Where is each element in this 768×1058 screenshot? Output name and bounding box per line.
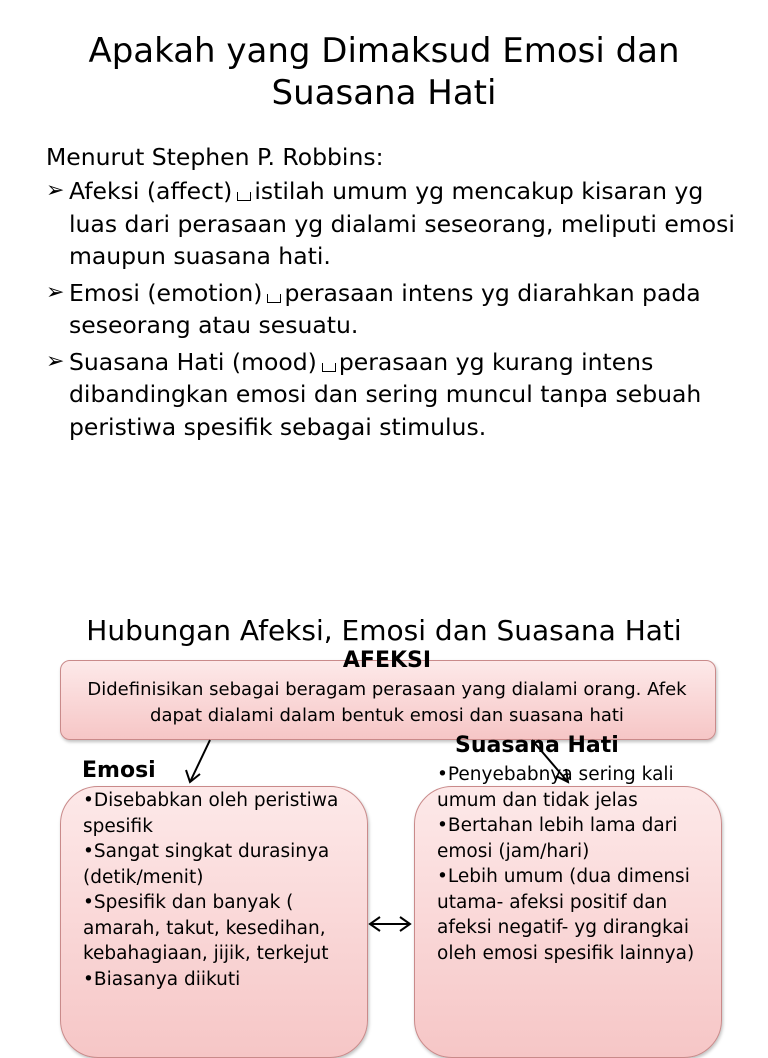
suasana-hati-points xyxy=(437,762,717,966)
emosi-points xyxy=(83,788,365,992)
list-item: •Bertahan lebih lama dari emosi (jam/hari) xyxy=(437,815,678,862)
definition-text: perasaan intens yg diarahkan pada seseorang atau sesuatu. xyxy=(69,278,701,339)
definition-text: perasaan yg kurang intens dibandingkan emosi dan sering muncul tanpa sebuah peristiwa spesifik sebagai stimulus. xyxy=(69,347,702,441)
slide-title: Apakah yang Dimaksud Emosi dan Suasana Hati xyxy=(88,31,680,113)
list-item: •Spesifik dan banyak ( amarah, takut, kesedihan, kebahagiaan, jijik, terkejut xyxy=(83,892,329,964)
intro-text: Menurut Stephen P. Robbins: xyxy=(46,143,384,171)
diagram-title: Hubungan Afeksi, Emosi dan Suasana Hati xyxy=(86,614,682,647)
definition-term: Suasana Hati (mood) xyxy=(69,347,317,376)
suasana-hati-heading: Suasana Hati xyxy=(455,733,619,758)
list-item: •Disebabkan oleh peristiwa spesifik xyxy=(83,790,339,837)
list-item: •Biasanya diikuti xyxy=(83,968,241,990)
list-item: •Lebih umum (dua dimensi utama- afeksi positif dan afeksi negatif- yg dirangkai oleh emosi spesifik lainnya) xyxy=(437,866,695,964)
list-item: •Penyebabnya sering kali umum dan tidak jelas xyxy=(437,764,674,811)
emosi-heading: Emosi xyxy=(82,758,156,783)
arrowhead-bullet-icon: ➢ xyxy=(46,178,65,203)
arrow-afeksi-to-emosi xyxy=(190,740,210,782)
afeksi-heading: AFEKSI xyxy=(342,648,432,673)
afeksi-description: Didefinisikan sebagai beragam perasaan yang dialami orang. Afek dapat dialami dalam bentuk emosi dan suasana hati xyxy=(87,679,687,726)
arrowhead-bullet-icon: ➢ xyxy=(46,348,65,374)
definition-term: Emosi (emotion) xyxy=(69,278,263,307)
definition-text: istilah umum yg mencakup kisaran yg luas dari perasaan yg dialami seseorang, meliputi emosi maupun suasana hati. xyxy=(69,177,735,270)
list-item: •Sangat singkat durasinya (detik/menit) xyxy=(83,841,330,888)
definition-term: Afeksi (affect) xyxy=(69,177,233,205)
arrowhead-bullet-icon: ➢ xyxy=(46,279,65,305)
